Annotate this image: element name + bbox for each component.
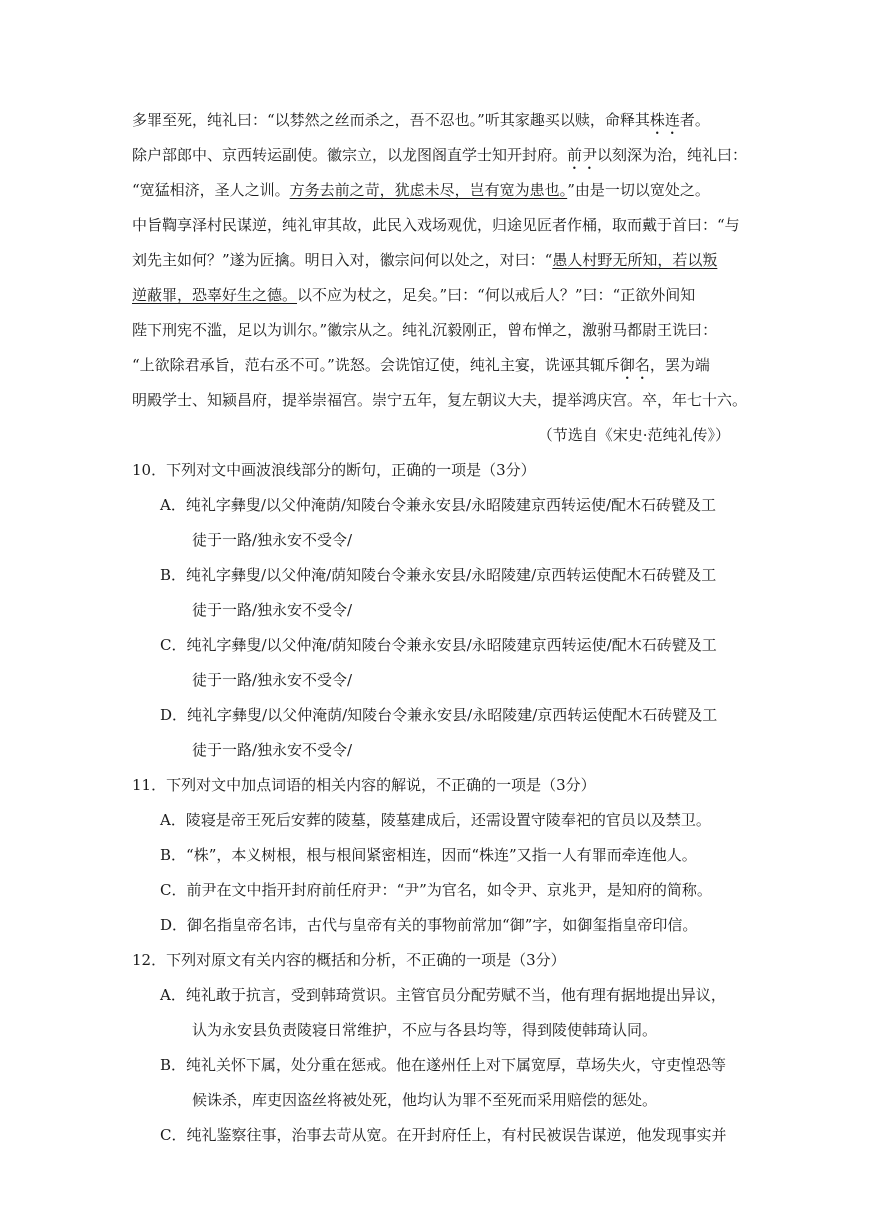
passage-line-2	[132, 145, 747, 173]
passage-line-4: 中旨鞫享泽村民谋逆，纯礼审其故，此民入戏场观优，归途见匠者作桶，取而戴于首曰：“与	[132, 216, 740, 234]
text: 刘先主如何？”遂为匠擒。明日入对，徽宗问何以处之，对曰：“	[132, 251, 553, 269]
question-12-stem: 12．下列对原文有关内容的概括和分析，不正确的一项是（3分）	[132, 951, 566, 969]
text: “上欲除君承旨，范右丞不可。”诜怒。会诜馆辽使，纯礼主宴，诜诬其辄斥	[132, 356, 620, 374]
passage-line-9: 明殿学士、知颍昌府，提举崇福宫。崇宁五年，复左朝议大夫，提举鸿庆宫。卒，年七十六。	[132, 391, 748, 409]
underlined-sentence-2b: 逆蔽罪，恐辜好生之德。	[132, 286, 298, 304]
q10-option-d-cont: 徒于一路/独永安不受令/	[192, 741, 353, 759]
passage-line-7: 陛下刑宪不滥，足以为训尔。”徽宗从之。纯礼沉毅刚正，曾布惮之，激驸马都尉王诜曰：	[132, 321, 718, 339]
text: 以刻深为治，纯礼曰：	[597, 146, 748, 164]
q12-option-a: A．纯礼敢于抗言，受到韩琦赏识。主管官员分配劳赋不当，他有理有据地提出异议，	[160, 986, 726, 1004]
underlined-sentence-2a: 愚人村野无所知，若以叛	[552, 251, 718, 269]
dotted-term-qianyin: 前尹	[567, 146, 598, 164]
text: ，罢为端	[649, 356, 710, 374]
q11-option-a: A．陵寝是帝王死后安葬的陵墓，陵墓建成后，还需设置守陵奉祀的官员以及禁卫。	[160, 811, 711, 829]
passage-line-3	[132, 180, 710, 200]
q10-option-b: B．纯礼字彝叟/以父仲淹/荫知陵台令兼永安县/永昭陵建/京西转运使配木石砖甓及工	[160, 566, 717, 584]
underlined-sentence-1: 方务去前之苛，犹虑未尽，岂有宽为患也。	[289, 181, 568, 199]
text: 除户部郎中、京西转运副使。徽宗立，以龙图阁直学士知开封府。	[132, 146, 568, 164]
dotted-term-zhulian: 株连	[649, 111, 680, 129]
q10-option-b-cont: 徒于一路/独永安不受令/	[192, 601, 353, 619]
q12-option-a-cont: 认为永安县负责陵寝日常维护，不应与各县均等，得到陵使韩琦认同。	[192, 1021, 658, 1039]
q11-option-b: B．“株”，本义树根，根与根间紧密相连，因而“株连”又指一人有罪而牵连他人。	[160, 846, 697, 864]
passage-line-8	[132, 355, 710, 383]
q10-option-d: D．纯礼字彝叟/以父仲淹荫/知陵台令兼永安县/永昭陵建/京西转运使配木石砖甓及工	[160, 706, 718, 724]
q12-option-b-cont: 候诛杀，库吏因盗丝将被处死，他均认为罪不至死而采用赔偿的惩处。	[192, 1091, 658, 1109]
question-11-stem: 11．下列对文中加点词语的相关内容的解说，不正确的一项是（3分）	[132, 776, 596, 794]
dotted-term-yuming: 御名	[619, 356, 650, 374]
q10-option-a: A．纯礼字彝叟/以父仲淹荫/知陵台令兼永安县/永昭陵建京西转运使/配木石砖甓及工	[160, 496, 717, 514]
q10-option-c: C．纯礼字彝叟/以父仲淹/荫知陵台令兼永安县/永昭陵建京西转运使/配木石砖甓及工	[160, 636, 717, 654]
q12-option-b: B．纯礼关怀下属，处分重在惩戒。他在遂州任上对下属宽厚，草场失火，守吏惶恐等	[160, 1056, 727, 1074]
passage-source: （节选自《宋史·范纯礼传》）	[537, 426, 730, 444]
passage-line-5	[132, 250, 717, 270]
text: 多罪至死，纯礼曰：“以棼然之丝而杀之，吾不忍也。”听其家趣买以赎，命释其	[132, 111, 650, 129]
q10-option-a-cont: 徒于一路/独永安不受令/	[192, 531, 353, 549]
text: 者。	[679, 111, 710, 129]
question-10-stem: 10．下列对文中画波浪线部分的断句，正确的一项是（3分）	[132, 461, 536, 479]
q11-option-c: C．前尹在文中指开封府前任府尹：“尹”为官名，如令尹、京兆尹，是知府的简称。	[160, 881, 712, 899]
passage-line-1	[132, 110, 710, 138]
q10-option-c-cont: 徒于一路/独永安不受令/	[192, 671, 353, 689]
passage-line-6	[132, 285, 695, 305]
text: “宽猛相济，圣人之训。	[132, 181, 290, 199]
text: ”由是一切以宽处之。	[567, 181, 710, 199]
q12-option-c: C．纯礼鉴察往事，治事去苛从宽。在开封府任上，有村民被误告谋逆，他发现事实并	[160, 1126, 727, 1144]
text: 以不应为杖之，足矣。”曰：“何以戒后人？”曰：“正欲外间知	[297, 286, 696, 304]
q11-option-d: D．御名指皇帝名讳，古代与皇帝有关的事物前常加“御”字，如御玺指皇帝印信。	[160, 916, 698, 934]
